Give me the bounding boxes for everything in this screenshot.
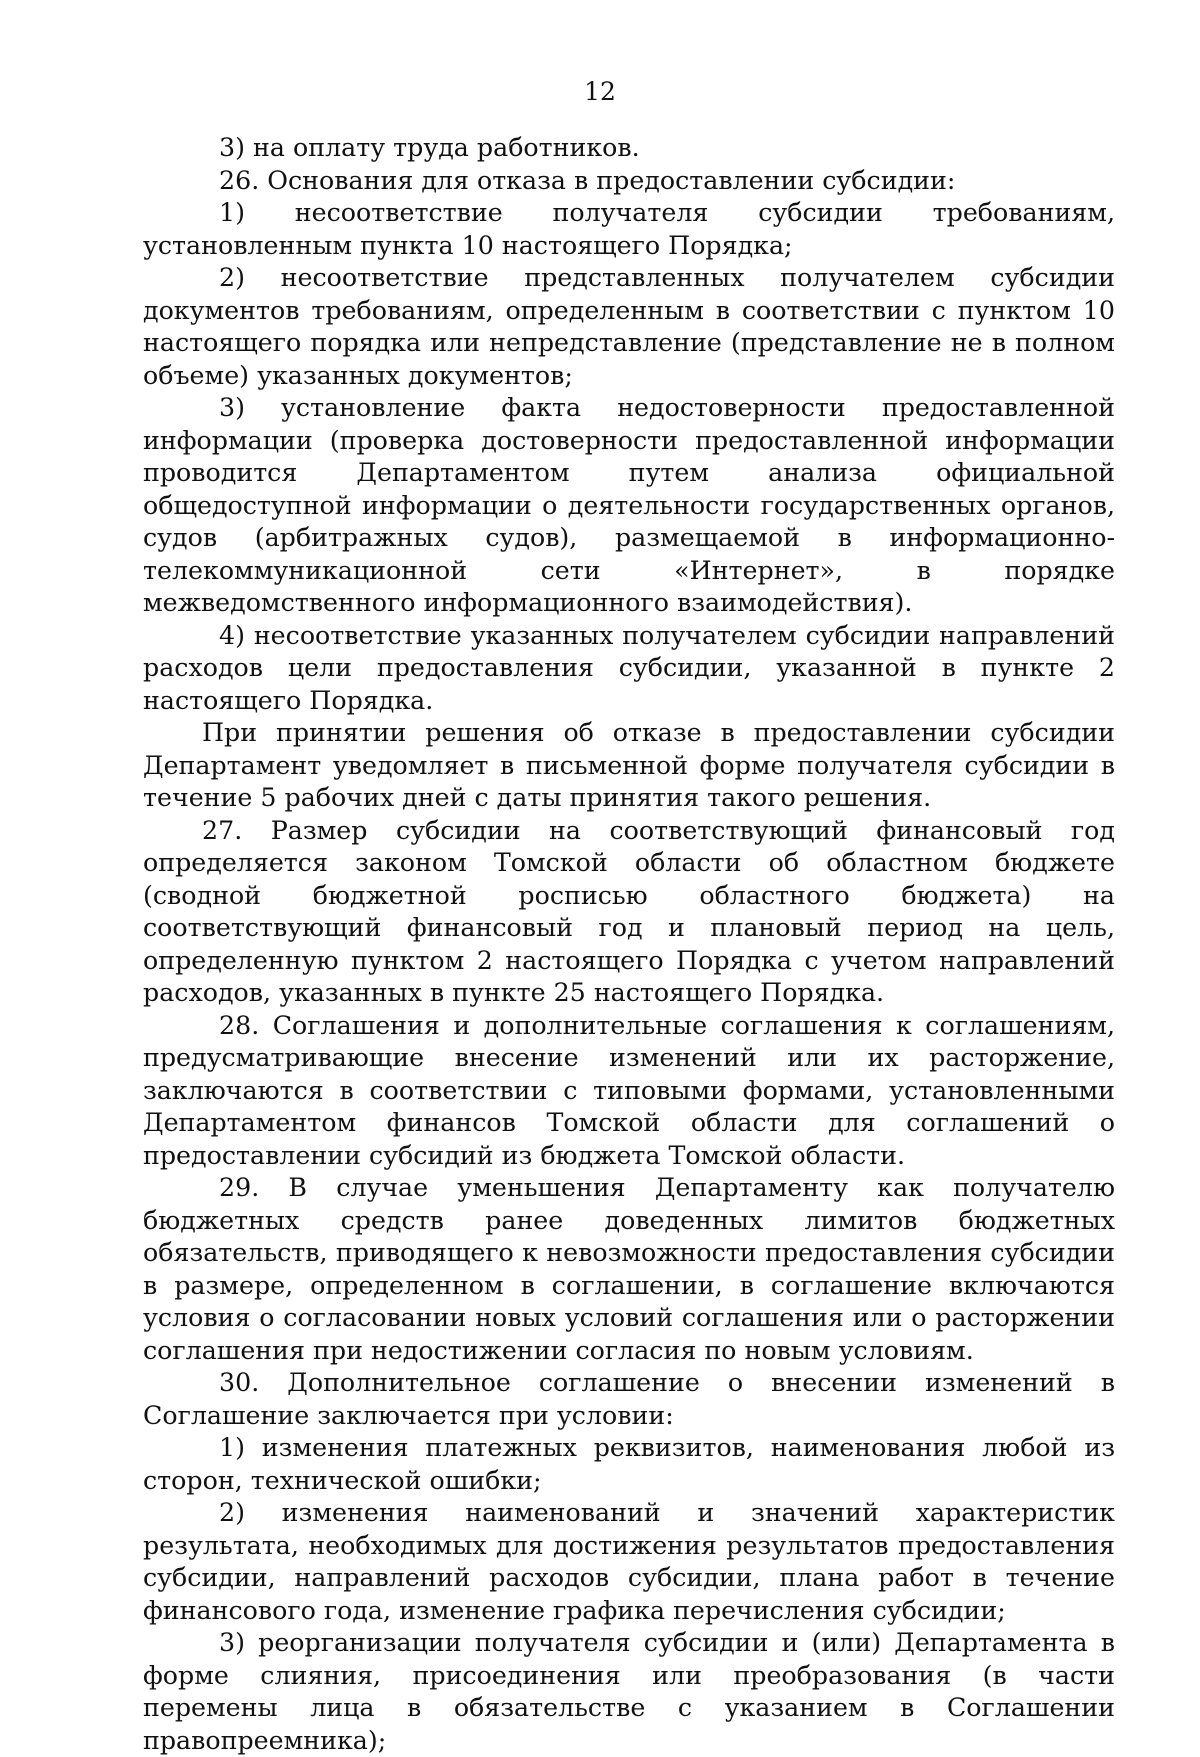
paragraph-30-item-2: 2) изменения наименований и значений характеристик результата, необходимых для достижения результатов предоставления субсидии, направлений расходов субсидии, плана работ в течение финансового года, изменение графика перечисления субсидии; xyxy=(143,1498,1115,1625)
page-number: 12 xyxy=(584,77,616,106)
paragraph-26-item-3: 3) установление факта недостоверности предоставленной информации (проверка достоверности предоставленной информации проводится Департаментом путем анализа официальной общедоступной информации о деятельности государственных органов, судов (арбитражных судов), размещаемой в информационно-телекоммуникационной сети «Интернет», в порядке межведомственного информационного взаимодействия). xyxy=(143,393,1115,617)
paragraph-26-item-4: 4) несоответствие указанных получателем субсидии направлений расходов цели предоставления субсидии, указанной в пункте 2 настоящего Порядка. xyxy=(143,620,1115,715)
paragraph-refusal-notice: При принятии решения об отказе в предоставлении субсидии Департамент уведомляет в письменной форме получателя субсидии в течение 5 рабочих дней с даты принятия такого решения. xyxy=(143,718,1115,812)
document-body xyxy=(143,132,1115,1757)
paragraph-28-agreements: 28. Соглашения и дополнительные соглашения к соглашениям, предусматривающие внесение изменений или их расторжение, заключаются в соответствии с типовыми формами, установленными Департаментом финансов Томской области для соглашений о предоставлении субсидий из бюджета Томской области. xyxy=(143,1010,1115,1170)
paragraph-30-item-3: 3) реорганизации получателя субсидии и (или) Департамента в форме слияния, присоединения или преобразования (в части перемены лица в обязательстве с указанием в Соглашении правопреемника); xyxy=(143,1628,1115,1755)
paragraph-26-refusal-grounds: 26. Основания для отказа в предоставлении субсидии: xyxy=(219,165,956,195)
paragraph-30-additional-agreement: 30. Дополнительное соглашение о внесении изменений в Соглашение заключается при условии: xyxy=(143,1368,1115,1430)
paragraph-26-item-1: 1) несоответствие получателя субсидии требованиям, установленным пункта 10 настоящего Порядка; xyxy=(143,198,1115,260)
paragraph-27-subsidy-amount: 27. Размер субсидии на соответствующий финансовый год определяется законом Томской области об областном бюджете (сводной бюджетной росписью областного бюджета) на соответствующий финансовый год и плановый период на цель, определенную пунктом 2 настоящего Порядка с учетом направлений расходов, указанных в пункте 25 настоящего Порядка. xyxy=(143,815,1115,1007)
paragraph-26-item-2: 2) несоответствие представленных получателем субсидии документов требованиям, определенным в соответствии с пунктом 10 настоящего порядка или непредставление (представление не в полном объеме) указанных документов; xyxy=(143,263,1115,390)
paragraph-30-item-1: 1) изменения платежных реквизитов, наименования любой из сторон, технической ошибки; xyxy=(143,1433,1115,1495)
paragraph-29-limits-reduction: 29. В случае уменьшения Департаменту как получателю бюджетных средств ранее доведенных лимитов бюджетных обязательств, приводящего к невозможности предоставления субсидии в размере, определенном в соглашении, в соглашение включаются условия о согласовании новых условий соглашения или о расторжении соглашения при недостижении согласия по новым условиям. xyxy=(143,1173,1115,1365)
paragraph-item-3-wages: 3) на оплату труда работников. xyxy=(219,133,640,162)
